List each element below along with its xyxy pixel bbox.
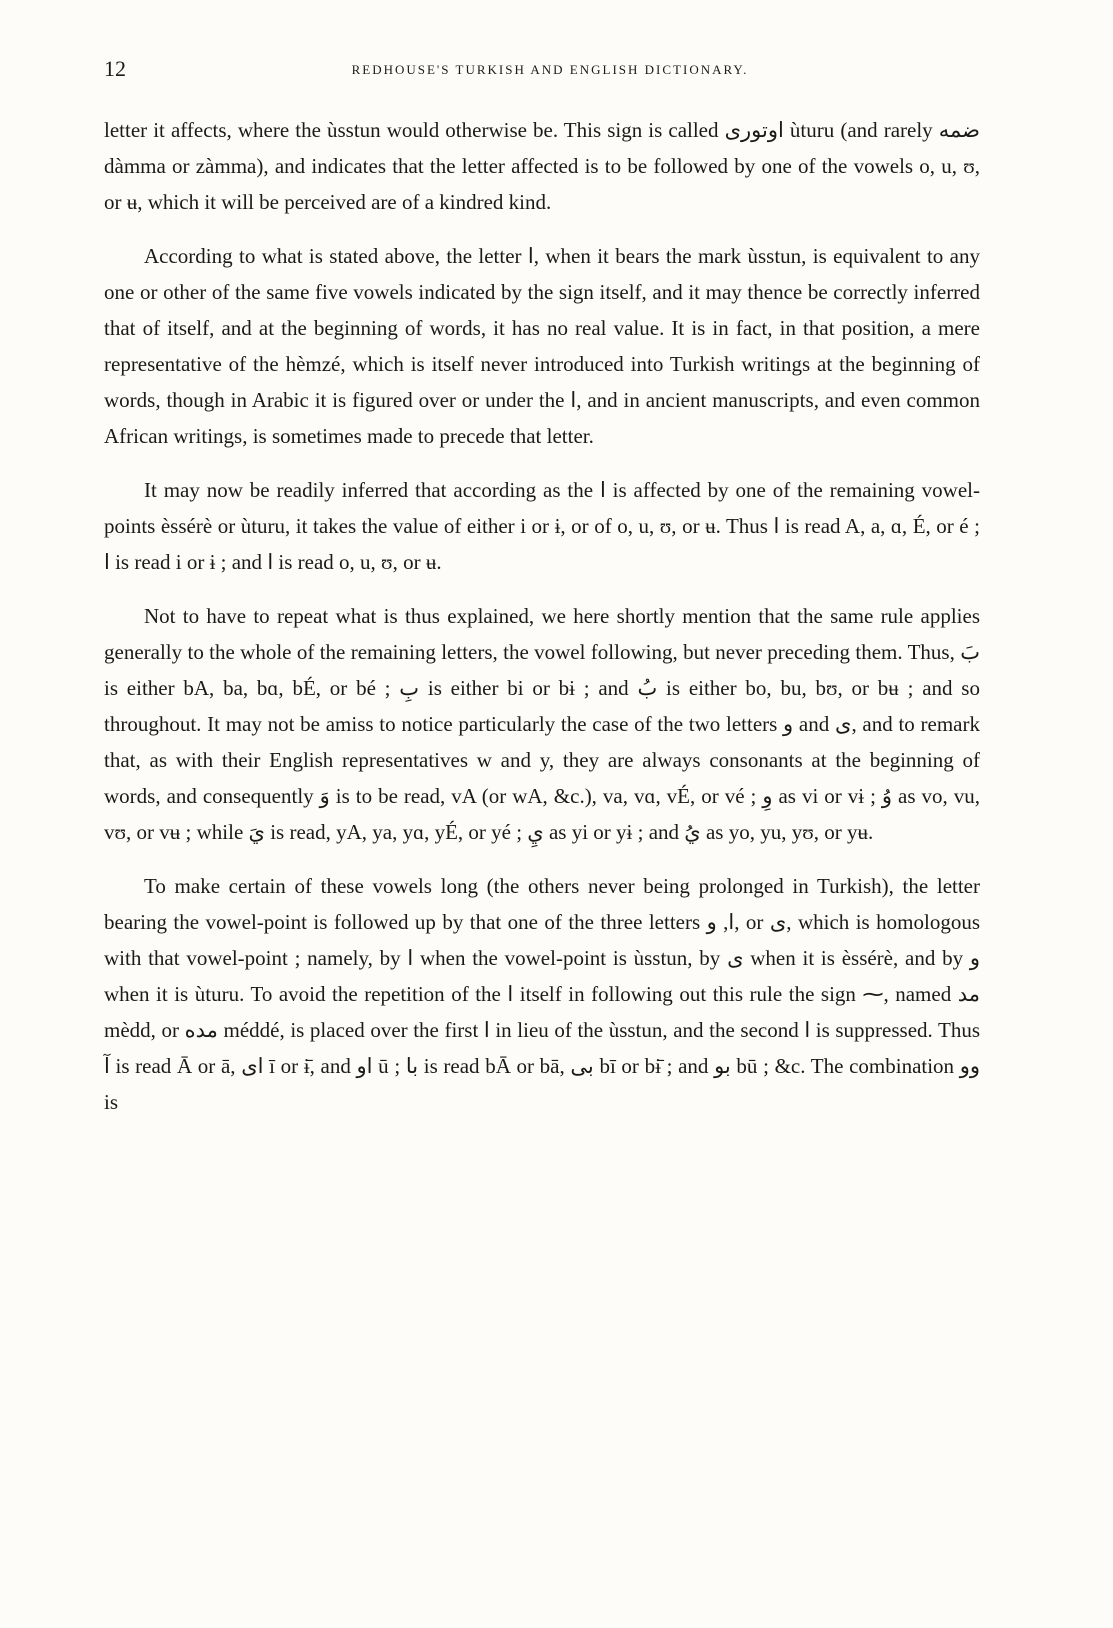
paragraph-letter-alif: According to what is stated above, the letter ا, when it bears the mark ùsstun, is equivalent to any one or other of the same five vowels indicated by the sign itself, and it may thence be correctly inferred that of itself, and at the beginning of words, it has no real value. It is in fact, in that position, a mere representative of the hèmzé, which is itself never introduced into Turkish writings at the beginning of words, though in Arabic it is figured over or under the ا, and in ancient manuscripts, and even common African writings, is sometimes made to precede that letter.: [104, 244, 980, 448]
paragraph-remaining-letters: Not to have to repeat what is thus explained, we here shortly mention that the same rule applies generally to the whole of the remaining letters, the vowel following, but never preceding them. Thus, بَ is either bA, ba, bɑ, bÉ, or bé ; بِ is either bi or bɨ ; and بُ is either bo, bu, bʊ, or bʉ ; and so throughout. It may not be amiss to notice particularly the case of the two letters و and ى, and to remark that, as with their English representatives w and y, they are always consonants at the beginning of words, and consequently وَ is to be read, vA (or wA, &c.), va, vɑ, vÉ, or vé ; وِ as vi or vɨ ; وُ as vo, vu, vʊ, or vʉ ; while يَ is read, yA, ya, yɑ, yÉ, or yé ; يِ as yi or yɨ ; and يُ as yo, yu, yʊ, or yʉ.: [104, 604, 980, 844]
page-number: 12: [104, 56, 126, 81]
body-text: [104, 112, 980, 1138]
running-head: REDHOUSE'S TURKISH AND ENGLISH DICTIONARY.: [351, 62, 749, 77]
paragraph-vowel-points: It may now be readily inferred that according as the ا is affected by one of the remaining vowel-points èssérè or ùturu, it takes the value of either i or ɨ, or of o, u, ʊ, or ʉ. Thus ا is read A, a, ɑ, É, or é ; ا is read i or ɨ ; and ا is read o, u, ʊ, or ʉ.: [104, 478, 980, 574]
paragraph-continuation: letter it affects, where the ùsstun would otherwise be. This sign is called اوتورى ùturu (and rarely ضمه dàmma or zàmma), and indicates that the letter affected is to be followed by one of the vowels o, u, ʊ, or ʉ, which it will be perceived are of a kindred kind.: [104, 118, 980, 214]
paragraph-long-vowels: To make certain of these vowels long (the others never being prolonged in Turkish), the letter bearing the vowel-point is followed up by that one of the three letters ا, و, or ى, which is homologous with that vowel-point ; namely, by ا when the vowel-point is ùsstun, by ى when it is èssérè, and by و when it is ùturu. To avoid the repetition of the ا itself in following out this rule the sign ⁓, named مد mèdd, or مده méddé, is placed over the first ا in lieu of the ùsstun, and the second ا is suppressed. Thus آ is read Ā or ā, ای ī or ɨ̄, and او ū ; با is read bĀ or bā, بى bī or bɨ̄ ; and بو bū ; &c. The combination وو is: [104, 874, 981, 1114]
page-header: [104, 56, 984, 84]
